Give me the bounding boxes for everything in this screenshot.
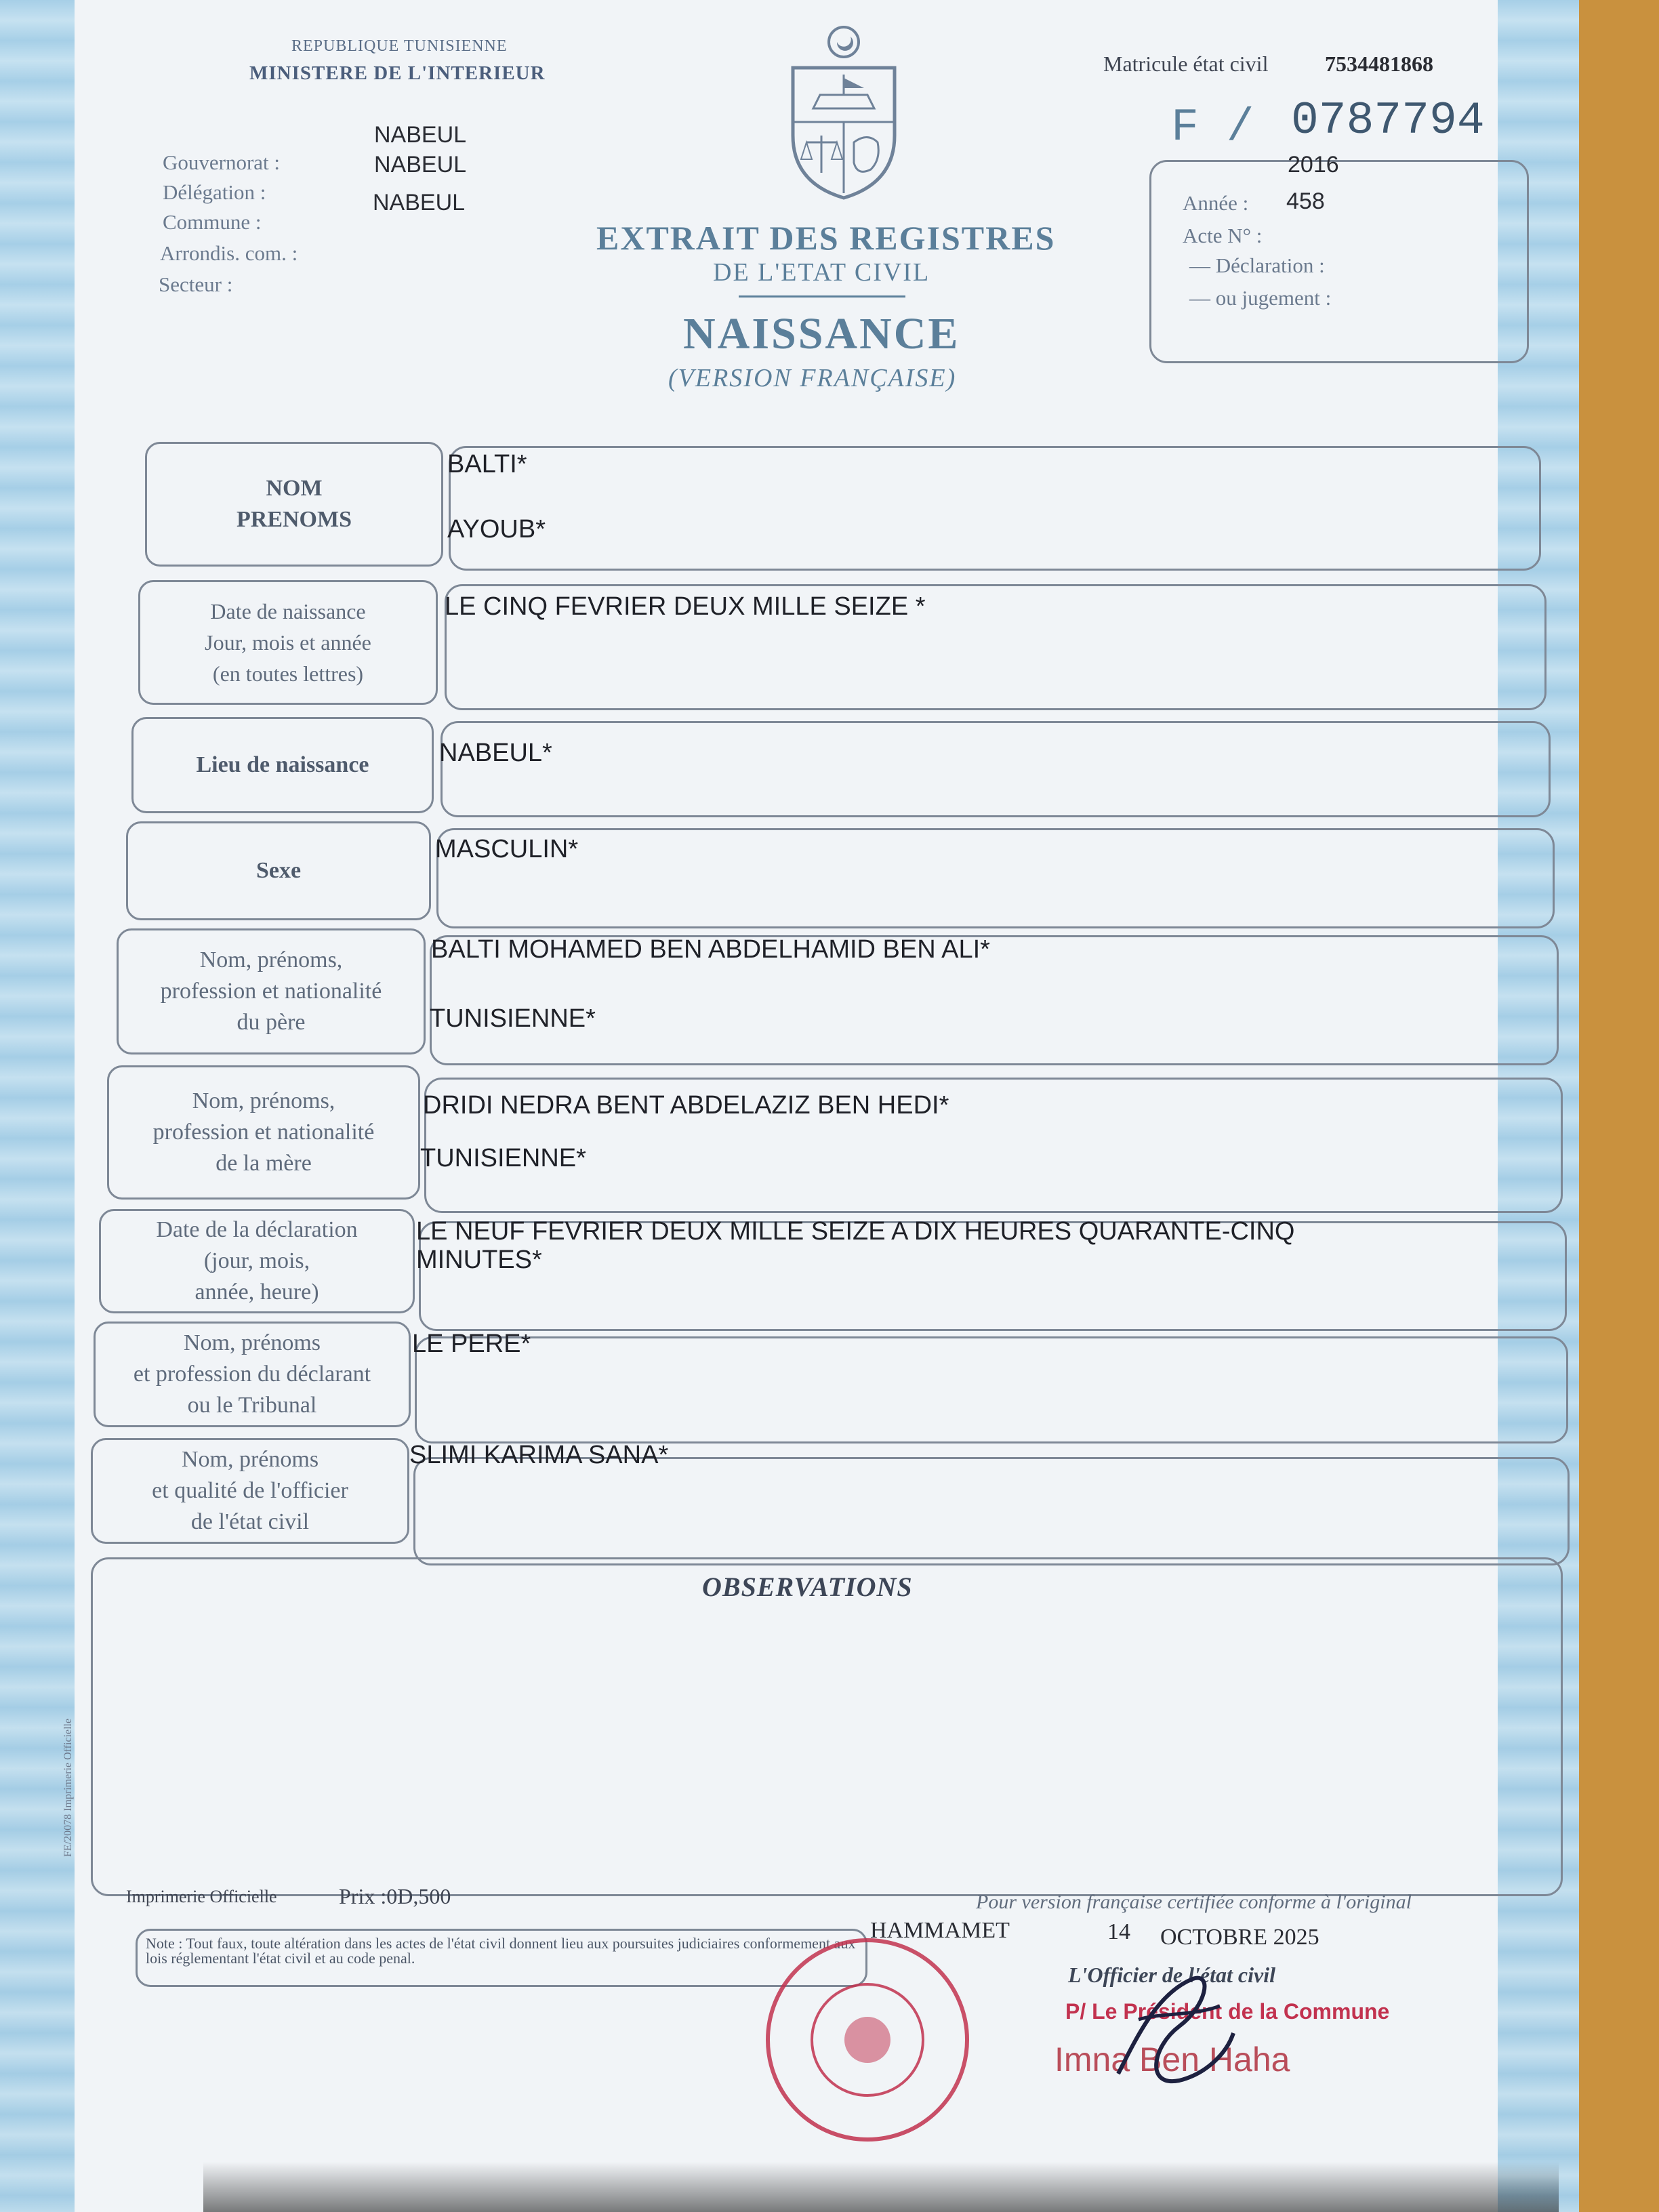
field-label-mere: Nom, prénoms, profession et nationalité de la mère — [107, 1065, 420, 1200]
field-label-declarant: Nom, prénoms et profession du déclarant ou le Tribunal — [94, 1322, 411, 1427]
legal-note: Note : Tout faux, toute altération dans les actes de l'état civil donnent lieu aux poursuites judiciaires conformement aux lois réglementant l'état civil et au code penal. — [136, 1929, 867, 1987]
annee-value: 2016 — [1288, 152, 1339, 178]
title-extrait: EXTRAIT DES REGISTRES — [596, 219, 1056, 257]
location-value-1: NABEUL — [374, 122, 467, 148]
field-value-nom-prenoms — [449, 446, 1541, 571]
field-value-officier — [413, 1457, 1570, 1565]
location-value-2: NABEUL — [374, 152, 467, 178]
field-label-date-naissance: Date de naissance Jour, mois et année (en toutes lettres) — [138, 580, 438, 705]
title-etat-civil: DE L'ETAT CIVIL — [713, 258, 930, 287]
signature-icon — [1098, 1952, 1247, 2101]
side-print-code: FE/20078 Imprimerie Officielle — [62, 1718, 74, 1857]
field-label-officier: Nom, prénoms et qualité de l'officier de l'état civil — [91, 1438, 409, 1544]
field-text-prenoms: AYOUB* — [447, 515, 546, 544]
location-value-3: NABEUL — [373, 190, 466, 216]
field-label-pere: Nom, prénoms, profession et nationalité du père — [117, 928, 426, 1054]
field-text-nom: BALTI* — [447, 450, 527, 478]
certification-text: Pour version française certifiée conforme à l'original — [976, 1891, 1412, 1913]
date-month-year: OCTOBRE 2025 — [1160, 1925, 1319, 1950]
title-version: (VERSION FRANÇAISE) — [668, 364, 957, 392]
field-text-mere-nationalite: TUNISIENNE* — [420, 1144, 586, 1172]
matricule-label: Matricule état civil — [1103, 52, 1269, 76]
field-text-date-declaration-cont: MINUTES* — [416, 1246, 542, 1274]
field-label-sexe: Sexe — [126, 821, 431, 920]
ministry-label: MINISTERE DE L'INTERIEUR — [249, 62, 546, 84]
title-divider — [739, 295, 905, 298]
field-label-nom-prenoms: NOM PRENOMS — [145, 442, 443, 567]
field-text-officier: SLIMI KARIMA SANA* — [409, 1441, 669, 1469]
coat-of-arms-icon — [779, 20, 908, 203]
field-text-date-naissance: LE CINQ FEVRIER DEUX MILLE SEIZE * — [445, 592, 926, 621]
price-label: Prix :0D,500 — [339, 1884, 451, 1908]
field-text-declarant: LE PERE* — [412, 1330, 531, 1358]
observations-box — [91, 1557, 1563, 1896]
declaration-label: — Déclaration : — [1189, 253, 1325, 277]
field-text-mere: DRIDI NEDRA BENT ABDELAZIZ BEN HEDI* — [423, 1091, 949, 1120]
matricule-value: 7534481868 — [1325, 52, 1433, 76]
jugement-label: — ou jugement : — [1189, 286, 1332, 310]
field-text-pere-nationalite: TUNISIENNE* — [430, 1004, 596, 1033]
decorative-border-left — [0, 0, 75, 2212]
acte-label: Acte N° : — [1183, 224, 1263, 247]
location-label-secteur: Secteur : — [159, 272, 233, 296]
serial-prefix: F / — [1171, 102, 1254, 154]
observations-title: OBSERVATIONS — [702, 1572, 913, 1602]
field-value-sexe — [436, 828, 1555, 928]
serial-number: 0787794 — [1291, 95, 1485, 147]
location-label-commune: Commune : — [163, 210, 262, 234]
field-label-date-declaration: Date de la déclaration (jour, mois, année, heure) — [99, 1209, 415, 1313]
signer-name: Imna Ben Haha — [1054, 2041, 1290, 2078]
field-value-declarant — [415, 1336, 1568, 1443]
official-stamp-icon — [766, 1938, 969, 2142]
field-text-pere: BALTI MOHAMED BEN ABDELHAMID BEN ALI* — [431, 935, 990, 964]
photo-shadow — [203, 2162, 1559, 2212]
republic-label: REPUBLIQUE TUNISIENNE — [291, 37, 508, 55]
field-text-lieu-naissance: NABEUL* — [439, 739, 552, 767]
location-label-gouvernorat: Gouvernorat : — [163, 150, 281, 174]
officer-title: L'Officier de l'état civil — [1068, 1963, 1275, 1987]
location-label-delegation: Délégation : — [163, 180, 266, 204]
location-label-arrondissement: Arrondis. com. : — [160, 241, 298, 265]
president-text: P/ Le Président de la Commune — [1065, 1999, 1390, 2024]
acte-value: 458 — [1286, 188, 1325, 214]
date-day: 14 — [1107, 1919, 1130, 1944]
annee-label: Année : — [1183, 191, 1249, 215]
imprimerie-label: Imprimerie Officielle — [126, 1887, 277, 1906]
field-text-date-declaration: LE NEUF FEVRIER DEUX MILLE SEIZE A DIX HEURES QUARANTE-CINQ — [416, 1217, 1295, 1246]
field-label-lieu-naissance: Lieu de naissance — [131, 717, 434, 813]
field-text-sexe: MASCULIN* — [435, 835, 579, 863]
title-naissance: NAISSANCE — [683, 309, 960, 359]
place-text: HAMMAMET — [870, 1918, 1010, 1943]
field-value-lieu-naissance — [441, 721, 1551, 817]
